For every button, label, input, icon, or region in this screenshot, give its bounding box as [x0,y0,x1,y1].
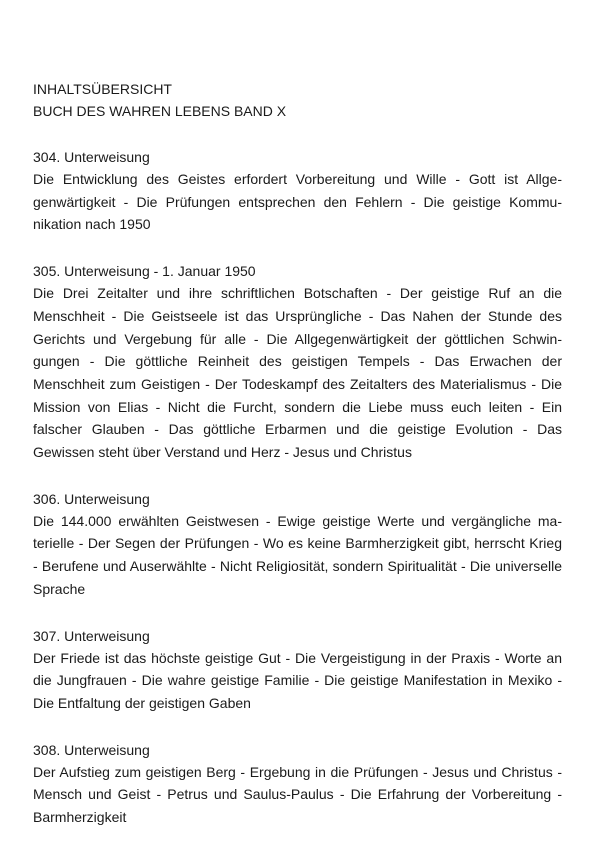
section-title: 306. Unterweisung [33,490,150,507]
section-summary: Der Friede ist das höchste geistige Gut - Die Vergeistigung in der Praxis - Worte an die Jungfrauen - Die wahre geistige Familie - Die geistige Manifestation in Mexiko - Die Entfaltung der geistigen Gaben [33,649,562,711]
document-title: INHALTSÜBERSICHT [33,81,172,97]
toc-section-307 [33,625,562,715]
toc-section-306 [33,488,562,601]
toc-section-304 [33,146,562,236]
section-summary: Die Drei Zeitalter und ihre schriftlichen Botschaften - Der geistige Ruf an die Menschheit - Die Geistseele ist das Ursprüngliche - Das Nahen der Stunde des Gerichts und Vergebung für alle - Die Allgegenwärtigkeit der göttlichen Schwingungen - Die göttliche Reinheit des geistigen Tempels - Das Erwachen der Menschheit zum Geistigen - Der Todeskampf des Zeitalters des Materialismus - Die Mission von Elias - Nicht die Furcht, sondern die Liebe muss euch leiten - Ein falscher Glauben - Das göttliche Erbarmen und die geistige Evolution - Das Gewissen steht über Verstand und Herz - Jesus und Christus [33,285,562,461]
document-subtitle: BUCH DES WAHREN LEBENS BAND X [33,103,287,119]
section-title: 305. Unterweisung - 1. Januar 1950 [33,263,256,280]
section-summary: Die Entwicklung des Geistes erfordert Vorbereitung und Wille - Gott ist Allgegenwärtigkeit - Die Prüfungen entsprechen den Fehlern - Die geistige Kommunikation nach 1950 [33,171,562,233]
section-title: 308. Unterweisung [33,741,150,758]
section-summary: Die 144.000 erwählten Geistwesen - Ewige geistige Werte und vergängliche materielle - Der Segen der Prüfungen - Wo es keine Barmherzigkeit gibt, herrscht Krieg - Berufene und Auserwählte - Nicht Religiosität, sondern Spiritualität - Die universelle Sprache [33,512,562,597]
toc-section-308 [33,739,562,829]
section-title: 304. Unterweisung [33,149,150,165]
section-title: 307. Unterweisung [33,627,150,644]
toc-section-305 [33,260,562,464]
section-summary: Der Aufstieg zum geistigen Berg - Ergebung in die Prüfungen - Jesus und Christus - Mensch und Geist - Petrus und Saulus-Paulus - Die Erfahrung der Vorbereitung - Barmherzigkeit [33,763,562,826]
document-page [33,78,562,829]
